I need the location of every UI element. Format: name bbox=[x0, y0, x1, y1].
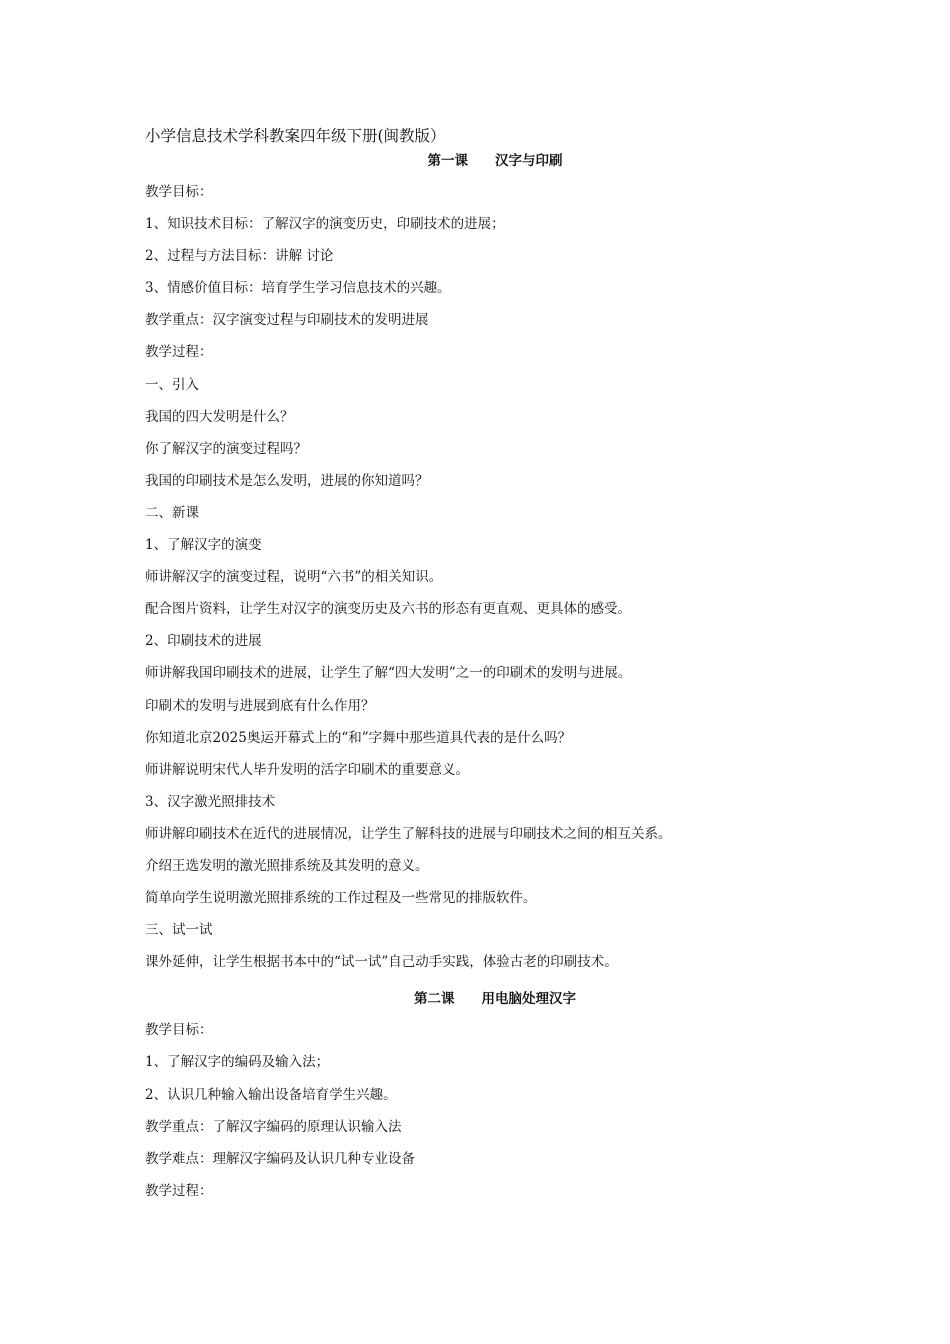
body-line: 三、试一试 bbox=[145, 922, 213, 939]
body-line: 教学重点：汉字演变过程与印刷技术的发明进展 bbox=[145, 312, 429, 329]
body-line: 配合图片资料，让学生对汉字的演变历史及六书的形态有更直观、更具体的感受。 bbox=[145, 601, 631, 618]
body-line: 师讲解说明宋代人毕升发明的活字印刷术的重要意义。 bbox=[145, 761, 469, 778]
body-line: 教学目标： bbox=[145, 1022, 213, 1039]
document-page bbox=[145, 126, 845, 1207]
lesson-1-section bbox=[145, 146, 845, 978]
body-line: 1、了解汉字的演变 bbox=[145, 537, 262, 554]
body-line: 二、新课 bbox=[145, 504, 199, 521]
body-line: 1、知识技术目标：了解汉字的演变历史，印刷技术的进展； bbox=[145, 216, 505, 233]
body-line: 介绍王选发明的激光照排系统及其发明的意义。 bbox=[145, 857, 429, 874]
body-line: 2、认识几种输入输出设备培育学生兴趣。 bbox=[145, 1086, 397, 1103]
lesson-1-body bbox=[145, 176, 845, 978]
body-line: 一、引入 bbox=[145, 376, 199, 393]
body-line: 2、过程与方法目标：讲解 讨论 bbox=[145, 248, 334, 265]
body-line: 2、印刷技术的进展 bbox=[145, 633, 262, 650]
body-line: 教学过程： bbox=[145, 1182, 213, 1199]
body-line: 1、了解汉字的编码及输入法； bbox=[145, 1054, 330, 1071]
body-line: 3、情感价值目标：培育学生学习信息技术的兴趣。 bbox=[145, 280, 451, 297]
body-line: 课外延伸，让学生根据书本中的“试一试”自己动手实践，体验古老的印刷技术。 bbox=[145, 954, 618, 971]
body-line: 教学难点：理解汉字编码及认识几种专业设备 bbox=[145, 1150, 415, 1167]
body-line: 你了解汉字的演变过程吗？ bbox=[145, 440, 307, 457]
lesson-2-body bbox=[145, 1014, 845, 1207]
lesson-2-heading: 第二课 用电脑处理汉字 bbox=[414, 991, 576, 1008]
lesson-2-section bbox=[145, 984, 845, 1207]
body-line: 师讲解汉字的演变过程，说明“六书”的相关知识。 bbox=[145, 569, 443, 586]
body-line: 教学重点：了解汉字编码的原理认识输入法 bbox=[145, 1118, 402, 1135]
body-line: 我国的印刷技术是怎么发明，进展的你知道吗？ bbox=[145, 472, 429, 489]
body-line: 印刷术的发明与进展到底有什么作用？ bbox=[145, 697, 375, 714]
body-line: 师讲解印刷技术在近代的进展情况，让学生了解科技的进展与印刷技术之间的相互关系。 bbox=[145, 825, 672, 842]
body-line: 我国的四大发明是什么？ bbox=[145, 408, 294, 425]
body-line: 简单向学生说明激光照排系统的工作过程及一些常见的排版软件。 bbox=[145, 890, 537, 907]
body-line: 教学目标： bbox=[145, 184, 213, 200]
lesson-1-heading: 第一课 汉字与印刷 bbox=[427, 153, 563, 169]
body-line: 你知道北京2025奥运开幕式上的“和”字舞中那些道具代表的是什么吗？ bbox=[145, 729, 572, 746]
body-line: 教学过程： bbox=[145, 344, 213, 361]
body-line: 师讲解我国印刷技术的进展，让学生了解“四大发明”之一的印刷术的发明与进展。 bbox=[145, 665, 632, 682]
document-title: 小学信息技术学科教案四年级下册(闽教版） bbox=[145, 127, 446, 145]
body-line: 3、汉字激光照排技术 bbox=[145, 793, 276, 810]
